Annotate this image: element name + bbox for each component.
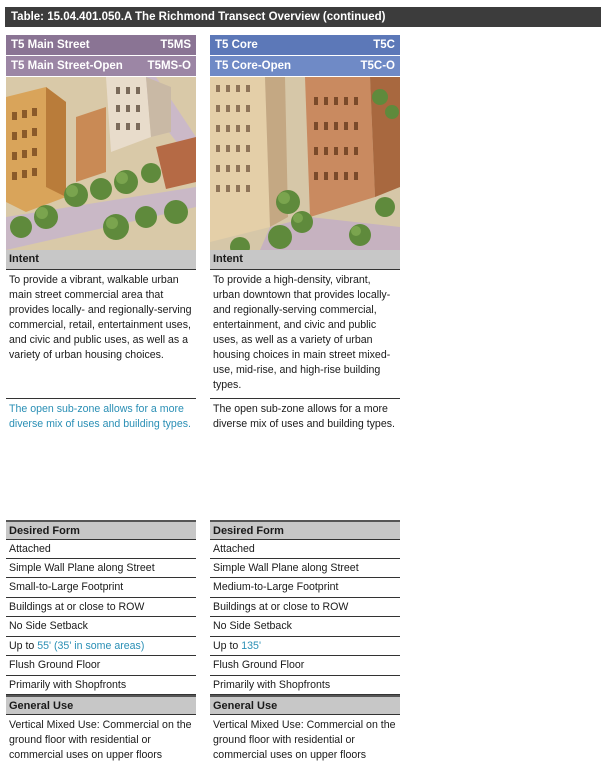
- zone-name: T5 Core: [215, 39, 258, 51]
- form-row: No Side Setback: [6, 617, 196, 637]
- column-t5-main-street: [6, 35, 196, 363]
- form-row: Medium-to-Large Footprint: [210, 578, 400, 598]
- desired-form-table-left: [6, 520, 196, 763]
- form-row: Simple Wall Plane along Street: [210, 559, 400, 579]
- intent-text: To provide a high-density, vibrant, urban downtown that provides locally- and regionally-serving commercial, entertainment, and civic and public uses, as well as a variety of urban housing choices in main street mixed-use, mid-rise, and high-rise building types.: [210, 269, 400, 393]
- form-row: Small-to-Large Footprint: [6, 578, 196, 598]
- height-prefix: Up to: [213, 639, 242, 652]
- zone-code: T5C: [373, 39, 395, 51]
- t5-main-street-illustration: [6, 77, 196, 250]
- intent-text: To provide a vibrant, walkable urban main street commercial area that provides locally- and regionally-serving commercial, retail, entertainment uses, and civic and public uses, as well as a variety of urban housing choices.: [6, 269, 196, 363]
- height-row: [210, 637, 400, 657]
- desired-form-heading: Desired Form: [210, 520, 400, 539]
- desired-form-table-right: [210, 520, 400, 763]
- form-row: Flush Ground Floor: [210, 656, 400, 676]
- column-t5-core: [210, 35, 400, 393]
- general-use-heading: General Use: [6, 695, 196, 714]
- t5-core-illustration: [210, 77, 400, 250]
- form-row: Attached: [6, 539, 196, 559]
- height-row: [6, 637, 196, 657]
- zone-name: T5 Main Street-Open: [11, 60, 123, 72]
- intent-heading: Intent: [210, 250, 400, 269]
- form-row: Flush Ground Floor: [6, 656, 196, 676]
- intent-heading: Intent: [6, 250, 196, 269]
- form-row: Simple Wall Plane along Street: [6, 559, 196, 579]
- zone-name: T5 Main Street: [11, 39, 90, 51]
- form-row: No Side Setback: [210, 617, 400, 637]
- zone-name: T5 Core-Open: [215, 60, 292, 72]
- height-prefix: Up to: [9, 639, 38, 652]
- table-title: Table: 15.04.401.050.A The Richmond Transect Overview (continued): [5, 7, 601, 27]
- height-value: 135': [241, 639, 261, 652]
- general-use-text: Vertical Mixed Use: Commercial on the ground floor with residential or commercial uses on upper floors: [210, 714, 400, 763]
- zone-row-t5ms-o: [6, 56, 196, 76]
- form-row: Buildings at or close to ROW: [210, 598, 400, 618]
- zone-code: T5C-O: [360, 60, 395, 72]
- open-subzone-note-left: The open sub-zone allows for a more diverse mix of uses and building types.: [6, 398, 196, 432]
- form-row: Primarily with Shopfronts: [6, 676, 196, 696]
- form-row: Buildings at or close to ROW: [6, 598, 196, 618]
- zone-row-t5c-o: [210, 56, 400, 76]
- desired-form-heading: Desired Form: [6, 520, 196, 539]
- height-value: 55' (35' in some areas): [37, 639, 145, 652]
- general-use-heading: General Use: [210, 695, 400, 714]
- zone-row-t5ms: [6, 35, 196, 55]
- zone-code: T5MS-O: [147, 60, 191, 72]
- zone-row-t5c: [210, 35, 400, 55]
- zone-code: T5MS: [160, 39, 191, 51]
- general-use-text: Vertical Mixed Use: Commercial on the ground floor with residential or commercial uses on upper floors: [6, 714, 196, 763]
- open-subzone-note-right: The open sub-zone allows for a more diverse mix of uses and building types.: [210, 398, 400, 432]
- form-row: Attached: [210, 539, 400, 559]
- form-row: Primarily with Shopfronts: [210, 676, 400, 696]
